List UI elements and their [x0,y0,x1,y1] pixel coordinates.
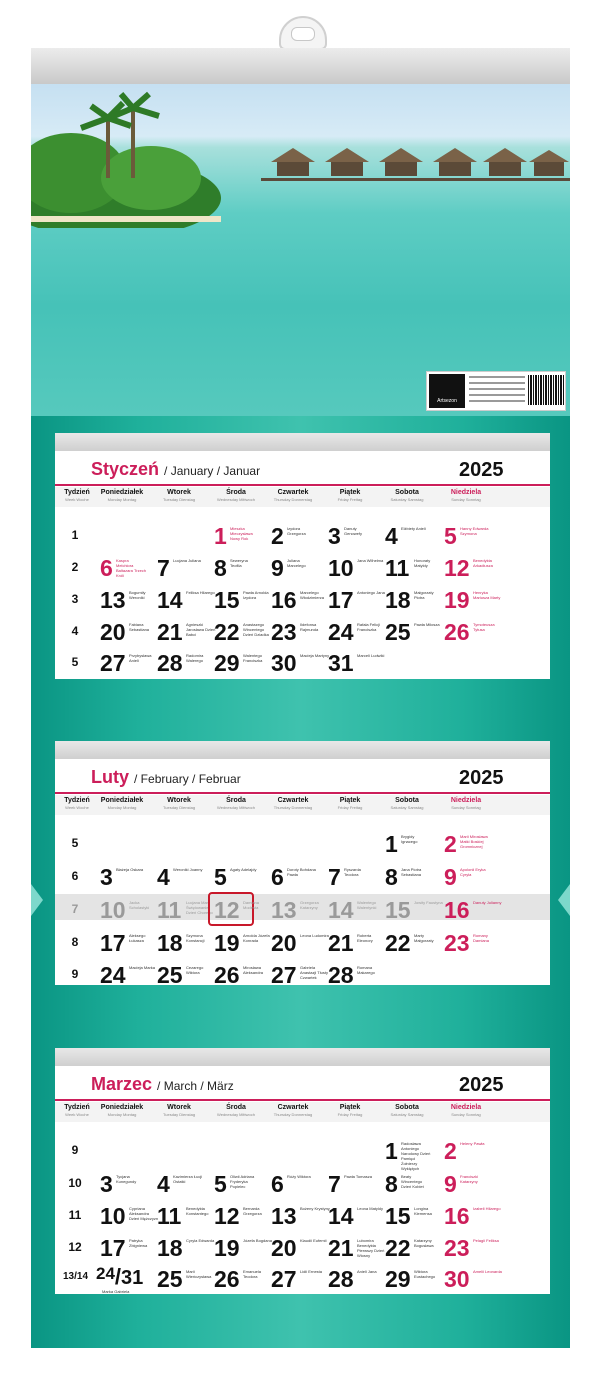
weekday-header-6: Sobota [395,797,419,804]
weekday-header-en-5: Friday Freitag [337,1112,363,1117]
nameday-text: Weroniki Joanny [173,867,203,872]
weekday-header-2: Wtorek [167,489,191,496]
nameday-text: Anastazego Wincentego Dzień Dziadka [243,622,269,637]
island-palms-illustration [31,88,221,228]
nameday-text: Apolonii Eryka Cyryla [460,867,486,877]
nameday-text: Amelii Leonarda [473,1269,502,1274]
day-number[interactable]: 13 [271,897,297,923]
month-year: 2025 [459,459,504,481]
day-number[interactable]: 16 [444,897,470,923]
week-number: 3 [71,592,79,606]
nameday-text: Marty Małgorzaty [414,933,434,943]
day-number[interactable]: 7 [328,864,341,890]
nameday-text: Ryszarda Teodora [344,867,361,877]
nameday-text: Emanuela Teodora [243,1269,262,1279]
day-number[interactable]: 6 [271,1171,284,1197]
day-number[interactable]: 30 [271,650,297,676]
artsezon-logo: Artsezon [429,374,465,408]
nameday-text: Walentego Franciszka [243,653,263,663]
day-number[interactable]: 6 [271,864,284,890]
day-number[interactable]: 20 [271,1235,297,1261]
nameday-text: Marka Gabriela [102,1289,130,1294]
nameday-text: Marcelego Włodzimierza [300,590,325,600]
nameday-text: Grzegorza Katarzyny [300,900,319,910]
day-number[interactable]: 7 [328,1171,341,1197]
nameday-text: Damiana Modesta [243,900,260,910]
nameday-text: Doroty Bohdana Pawła [287,867,316,877]
nameday-text: Tycjana Kunegundy [116,1174,137,1184]
nameday-text: Walentego Walentynki [357,900,377,910]
day-number[interactable]: 25 [157,962,183,988]
weekday-header-3: Środa [226,1104,246,1111]
weekday-header-0: Tydzień [64,489,90,496]
day-number[interactable]: 20 [100,619,126,645]
day-number[interactable]: 18 [385,587,411,613]
day-number[interactable]: 25 [385,619,411,645]
day-number[interactable]: 23 [444,930,470,956]
day-number[interactable]: 2 [444,1138,457,1164]
day-number[interactable]: 16 [271,587,297,613]
day-number[interactable]: 21 [328,1235,354,1261]
day-number[interactable]: 1 [214,523,227,549]
nameday-text: Anieli Jana [357,1269,377,1274]
weekday-header-6: Sobota [395,1104,419,1111]
nameday-text: Brygidy Ignacego [401,834,418,844]
day-number[interactable]: 9 [444,864,457,890]
month-year: 2025 [459,1074,504,1096]
day-number[interactable]: 15 [385,897,411,923]
week-number: 7 [71,902,79,916]
day-number[interactable]: 13 [100,587,126,613]
nameday-text: Tymoteusza Tytusa [473,622,495,632]
nameday-text: Elżbiety Anieli [401,526,426,531]
day-number[interactable]: 15 [214,587,240,613]
month-name-pl: Luty [91,767,129,787]
nameday-text: Agnieszki Jarosława Dzień Babci [186,622,216,637]
nameday-text: Klaudii Eufemii [300,1238,327,1243]
day-number[interactable]: 11 [385,555,410,581]
nameday-text: Danuty Julianny [473,900,502,905]
day-number[interactable]: 16 [444,1203,470,1229]
weekday-header-3: Środa [226,797,246,804]
day-number-second: 31 [121,1267,144,1289]
day-number[interactable]: 9 [271,555,284,581]
weekday-header-2: Wtorek [167,797,191,804]
day-number[interactable]: 21 [157,619,183,645]
day-number[interactable]: 18 [157,1235,183,1261]
month-name-translations: / January / Januar [164,464,261,478]
weekday-header-en-5: Friday Freitag [337,497,363,502]
nameday-text: Oliwii Adriana Fryderyka Popielec [230,1174,255,1189]
nameday-text: Izydora Grzegorza [287,526,306,536]
day-number[interactable]: 4 [385,523,398,549]
nameday-text: Radosława Antoniego Narodowy Dzień Pamięci Żołnierzy Wyklętych [401,1141,431,1171]
left-marker-arrow-icon [31,884,43,916]
nameday-text: Cyryla Edwarda [186,1238,215,1243]
day-number[interactable]: 5 [214,864,227,890]
weekday-header-en-1: Monday Montag [107,1112,137,1117]
month-header-rule [55,1099,550,1101]
date-cell[interactable] [96,1264,143,1290]
weekday-header-en-0: Week Woche [65,805,89,810]
day-number[interactable]: 12 [214,1203,240,1229]
weekday-header-7: Niedziela [450,1104,482,1111]
day-number[interactable]: 22 [214,619,240,645]
nameday-text: Patryka Zbigniewa [129,1238,148,1248]
weekday-header-en-6: Saturday Samstag [390,1112,424,1117]
weekday-header-4: Czwartek [277,489,309,496]
weekday-header-1: Poniedziałek [100,797,144,804]
day-number[interactable]: 1 [385,1138,398,1164]
weekday-header-0: Tydzień [64,1104,90,1111]
week-number: 4 [71,624,79,638]
day-number[interactable]: 4 [157,1171,170,1197]
day-number[interactable]: 10 [100,1203,126,1229]
nameday-text: Jowity Faustyna [414,900,443,905]
nameday-text: Ildefonsa Rajmunda [300,622,319,632]
weekday-header-en-4: Thursday Donnerstag [273,497,313,502]
day-number[interactable]: 19 [214,930,240,956]
weekday-header-1: Poniedziałek [100,1104,144,1111]
nameday-text: Leona Ludomira [300,933,329,938]
nameday-text: Mieszka Mieczysława Nowy Rok [230,526,253,541]
nameday-text: Danuty Genowefy [344,526,363,536]
nameday-text: Kazimierza Łucji Ostatki [173,1174,203,1184]
nameday-text: Fabiana Sebastiana [129,622,150,632]
nameday-text: Lidii Ernesta [300,1269,323,1274]
weekday-header-en-3: Wednesday Mittwoch [217,805,255,810]
nameday-text: Gabriela Anastazji Tłusty Czwartek [300,965,328,980]
nameday-text: Benedykta Konstantego [186,1206,209,1216]
nameday-text: Macieja Martyny [300,653,330,658]
weekday-header-en-2: Tuesday Dienstag [162,805,196,810]
day-number[interactable]: 2 [271,523,284,549]
nameday-text: Feliksa Hilarego [186,590,215,595]
weekday-header-en-0: Week Woche [65,1112,89,1117]
nameday-text: Małgorzaty Piotra [414,590,434,600]
nameday-text: Macieja Marka [129,965,156,970]
nameday-text: Beaty Wincentego Dzień Kobiet [401,1174,424,1189]
day-number[interactable]: 8 [214,555,227,581]
nameday-text: Radomira Walerego [186,653,204,663]
nameday-text: Józefa Bogdana [243,1238,272,1243]
day-number[interactable]: 21 [328,930,354,956]
day-number[interactable]: 12 [214,897,240,923]
day-number[interactable]: 19 [444,587,470,613]
day-number[interactable]: 4 [157,864,170,890]
day-number[interactable]: 6 [100,555,113,581]
weekday-header-en-4: Thursday Donnerstag [273,1112,313,1117]
day-number[interactable]: 12 [444,555,470,581]
weekday-header-1: Poniedziałek [100,489,144,496]
weekday-header-en-6: Saturday Samstag [390,805,424,810]
weekday-header-4: Czwartek [277,797,309,804]
week-number: 2 [71,560,79,574]
day-number: 24 [96,1264,115,1283]
day-number[interactable]: 22 [385,1235,411,1261]
month-name [91,767,241,788]
weekday-header-en-3: Wednesday Mittwoch [217,1112,255,1117]
nameday-text: Arnolda Józefa Konrada [243,933,270,943]
month-sheet-march [55,1048,550,1294]
day-number[interactable]: 13 [271,1203,297,1229]
month-sheet-january [55,433,550,679]
weekday-header-en-6: Saturday Samstag [390,497,424,502]
day-number[interactable]: 22 [385,930,411,956]
day-number[interactable]: 3 [328,523,341,549]
day-number[interactable]: 30 [444,1266,470,1292]
day-number[interactable]: 3 [100,1171,113,1197]
nameday-text: Marii Mirosława Matki Boskiej Gromnicznej [460,834,488,849]
month-top-strip [55,741,550,759]
weekday-header-en-2: Tuesday Dienstag [162,497,196,502]
month-year: 2025 [459,767,504,789]
weekday-header-0: Tydzień [64,797,90,804]
day-number[interactable]: 7 [157,555,170,581]
nameday-text: Przybysława Anieli [129,653,152,663]
day-number[interactable]: 26 [214,1266,240,1292]
nameday-text: Rafała Felicji Franciszka [357,622,380,632]
day-number[interactable]: 9 [444,1171,457,1197]
day-number[interactable]: 29 [385,1266,411,1292]
publisher-label [426,371,566,411]
day-number[interactable]: 28 [328,962,354,988]
month-name-pl: Marzec [91,1074,153,1094]
day-number[interactable]: 8 [385,1171,398,1197]
weekday-header-en-1: Monday Montag [107,805,137,810]
day-number[interactable]: 23 [444,1235,470,1261]
nameday-text: Longina Klemensa [414,1206,432,1216]
week-number: 11 [68,1208,82,1222]
month-name-translations: / February / Februar [134,772,241,786]
weekday-header-en-2: Tuesday Dienstag [162,1112,196,1117]
day-number[interactable]: 26 [214,962,240,988]
day-number[interactable]: 5 [444,523,457,549]
weekday-header-5: Piątek [339,1104,361,1111]
nameday-text: Roberta Eleonory [357,933,373,943]
nameday-text: Hanny Edwarda Szymona [460,526,489,536]
nameday-text: Romany Damiana [473,933,490,943]
day-number[interactable]: 24 [328,619,354,645]
weekday-header-en-7: Sunday Sonntag [451,1112,481,1117]
nameday-text: Cypriana Aleksandra Dzień Mężczyzn [129,1206,159,1221]
day-separator: / [114,1264,122,1289]
nameday-text: Franciszki Katarzyny [460,1174,479,1184]
day-number[interactable]: 11 [157,1203,182,1229]
day-number[interactable]: 10 [328,555,354,581]
nameday-text: Aleksego Łukasza [129,933,146,943]
weekday-header-en-4: Thursday Donnerstag [273,805,313,810]
month-name [91,459,260,480]
week-number: 5 [71,655,79,669]
hanger-hole [291,27,315,41]
weekday-header-en-1: Monday Montag [107,497,137,502]
nameday-text: Bożeny Krystyny [300,1206,330,1211]
day-number[interactable]: 28 [328,1266,354,1292]
day-number[interactable]: 27 [100,650,126,676]
weekday-header-3: Środa [226,489,246,496]
nameday-text: Kaspra Melchiora Baltazara Trzech Króli [116,558,147,578]
nameday-text: Pelagii Feliksa [473,1238,499,1243]
day-number[interactable]: 19 [214,1235,240,1261]
nameday-text: Marceli Ludwiki [357,653,385,658]
weekday-header-en-3: Wednesday Mittwoch [217,497,255,502]
month-header-rule [55,792,550,794]
day-number[interactable]: 27 [271,962,297,988]
day-number[interactable]: 26 [444,619,470,645]
weekday-header-2: Wtorek [167,1104,191,1111]
weekday-header-6: Sobota [395,489,419,496]
nameday-text: Henryka Mariusza Marty [473,590,501,600]
day-number[interactable]: 28 [157,650,183,676]
week-number: 5 [71,836,79,850]
nameday-text: Róży Wiktora [287,1174,311,1179]
day-number[interactable]: 24 [100,962,126,988]
overwater-huts-illustration [261,144,570,224]
nameday-text: Wiktora Eustachego [414,1269,436,1279]
day-number[interactable]: 17 [100,1235,126,1261]
day-number[interactable]: 17 [100,930,126,956]
day-number[interactable]: 20 [271,930,297,956]
nameday-text: Pawła Arnolda Izydora [243,590,269,600]
month-top-strip [55,433,550,451]
day-number[interactable]: 14 [157,587,183,613]
month-top-strip [55,1048,550,1066]
month-name [91,1074,234,1095]
month-name-translations: / March / März [157,1079,234,1093]
barcode-icon [528,375,564,405]
right-marker-arrow-icon [558,884,570,916]
weekday-header-en-7: Sunday Sonntag [451,805,481,810]
day-number[interactable]: 11 [157,897,182,923]
nameday-text: Lucjana Marii Świętowanie Dzień Chorego [186,900,213,915]
nameday-text: Bogumiły Weroniki [129,590,146,600]
week-number: 6 [71,869,79,883]
nameday-text: Seweryna Teofila [230,558,248,568]
day-number[interactable]: 25 [157,1266,183,1292]
day-number[interactable]: 27 [271,1266,297,1292]
nameday-text: Leona Matyldy [357,1206,384,1211]
header-photo [31,48,570,416]
nameday-text: Juliana Marcelego [287,558,306,568]
day-number[interactable]: 5 [214,1171,227,1197]
weekday-header-7: Niedziela [450,797,482,804]
day-number[interactable]: 29 [214,650,240,676]
weekday-header-en-7: Sunday Sonntag [451,497,481,502]
day-number[interactable]: 14 [328,897,354,923]
nameday-text: Benedykta Arkadiusza [473,558,493,568]
nameday-text: Mirosława Aleksandra [243,965,264,975]
month-name-pl: Styczeń [91,459,160,479]
week-number: 12 [68,1240,82,1254]
nameday-text: Jana Piotra Sebastiana [401,867,422,877]
day-number[interactable]: 23 [271,619,297,645]
nameday-text: Pawła Miłosza [414,622,440,627]
weekday-header-7: Niedziela [450,489,482,496]
day-number[interactable]: 18 [157,930,183,956]
nameday-text: Izabeli Hilarego [473,1206,501,1211]
nameday-text: Agaty Adelajdy [230,867,257,872]
nameday-text: Jacka Scholastyki [129,900,150,910]
day-number[interactable]: 2 [444,831,457,857]
day-number[interactable]: 10 [100,897,126,923]
nameday-text: Heleny Pawła [460,1141,485,1146]
nameday-text: Lubomira Benedykta Pierwszy Dzień Wiosny [357,1238,385,1258]
nameday-text: Lucjana Juliana [173,558,201,563]
week-number: 1 [71,528,79,542]
nameday-text: Antoniego Jana [357,590,385,595]
nameday-text: Pawła Tomasza [344,1174,372,1179]
day-number[interactable]: 17 [328,587,354,613]
weekday-header-en-0: Week Woche [65,497,89,502]
week-number: 9 [71,1143,79,1157]
nameday-text: Cezarego Wiktora [186,965,204,975]
nameday-text: Bernarda Grzegorza [243,1206,262,1216]
nameday-text: Katarzyny Bogusława [414,1238,434,1248]
photo-top-strip [31,48,570,84]
nameday-text: Jana Wilhelma [357,558,384,563]
weekday-header-en-5: Friday Freitag [337,805,363,810]
week-number: 9 [71,967,79,981]
week-number: 13/14 [63,1271,89,1282]
day-number[interactable]: 1 [385,831,398,857]
nameday-text: Marii Wieńczysława [186,1269,212,1279]
month-header-rule [55,484,550,486]
publisher-address-lines [469,376,525,406]
month-sheet-february [55,741,550,988]
day-number[interactable]: 8 [385,864,398,890]
weekday-header-5: Piątek [339,489,361,496]
weekday-header-4: Czwartek [277,1104,309,1111]
nameday-text: Szymona Konstancji [186,933,205,943]
weekday-header-5: Piątek [339,797,361,804]
nameday-text: Romana Makarego [357,965,375,975]
week-number: 10 [68,1176,82,1190]
day-number[interactable]: 3 [100,864,113,890]
week-number: 8 [71,935,79,949]
day-number[interactable]: 14 [328,1203,354,1229]
day-number[interactable]: 15 [385,1203,411,1229]
nameday-text: Honoraty Matyldy [414,558,431,568]
nameday-text: Błażeja Oskara [116,867,144,872]
day-number[interactable]: 31 [328,650,354,676]
